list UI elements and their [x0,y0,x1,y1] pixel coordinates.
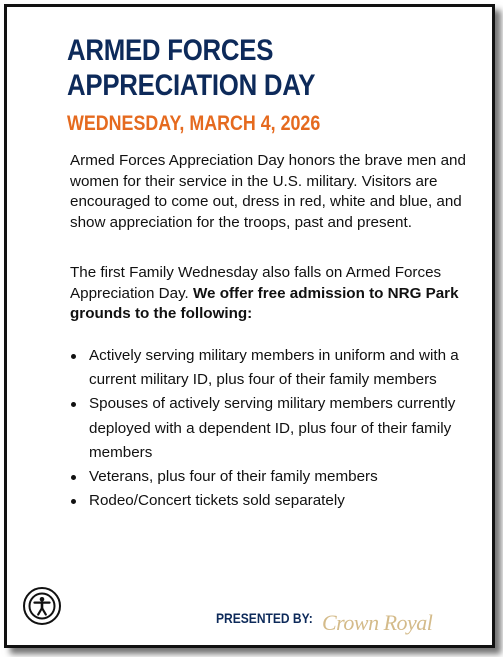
list-item: Veterans, plus four of their family members [70,465,470,489]
admission-intro-text: The first Family Wednesday also falls on Armed Forces Appreciation Day. [70,264,442,302]
crown-royal-logo: Crown Royal [322,610,433,635]
list-item: Actively serving military members in uniform and with a current military ID, plus four of their family members [70,344,470,392]
presented-by-label: PRESENTED BY: [216,610,313,626]
list-item: Spouses of actively serving military members currently deployed with a dependent ID, plus four of their family members [70,392,470,465]
accessibility-button[interactable] [23,587,61,625]
admission-offer-text: We offer free admission to NRG Park grounds to the following: [70,284,459,322]
event-date: WEDNESDAY, MARCH 4, 2026 [67,112,321,135]
list-item: Rodeo/Concert tickets sold separately [70,489,470,513]
eligibility-list [70,344,470,513]
description-paragraph: Armed Forces Appreciation Day honors the brave men and women for their service in the U.S. military. Visitors are encouraged to come out, dress in red, white and blue, and show appreciation for the troops, past and present. [70,152,466,231]
page-title: ARMED FORCES APPRECIATION DAY [67,34,316,102]
event-card [4,4,495,648]
accessibility-person-icon [27,591,57,621]
admission-paragraph [70,263,470,325]
